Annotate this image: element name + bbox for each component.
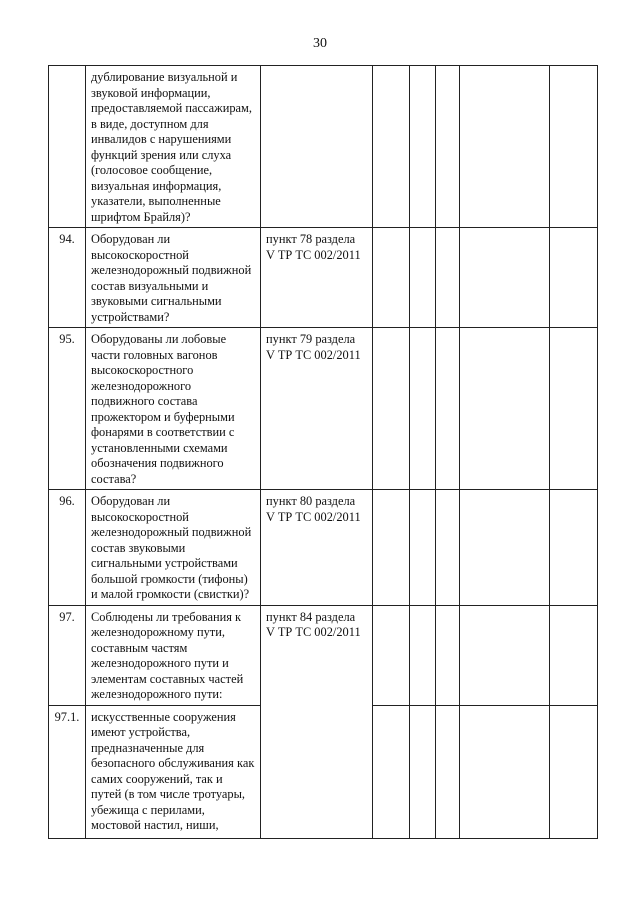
table-row xyxy=(49,228,598,328)
answer-cell xyxy=(410,328,436,490)
row-number xyxy=(49,66,86,228)
answer-cell xyxy=(460,705,550,838)
row-number: 94. xyxy=(49,228,86,328)
answer-cell xyxy=(436,328,460,490)
answer-cell xyxy=(460,605,550,705)
requirement-text: искусственные сооружения имеют устройства, предназначенные для безопасного обслуживания как самих сооружений, так и путей (в том числе тротуары, убежища с перилами, мостовой настил, ниши, xyxy=(86,705,261,838)
answer-cell xyxy=(410,228,436,328)
answer-cell xyxy=(373,605,410,705)
answer-cell xyxy=(436,66,460,228)
answer-cell xyxy=(550,490,598,606)
answer-cell xyxy=(550,66,598,228)
checklist-table xyxy=(48,65,598,839)
requirement-text: дублирование визуальной и звуковой информации, предоставляемой пассажирам, в виде, доступном для инвалидов с нарушениями функций зрения или слуха (голосовое сообщение, визуальная информация, указатели, выполненные шрифтом Брайля)? xyxy=(86,66,261,228)
answer-cell xyxy=(460,328,550,490)
answer-cell xyxy=(373,66,410,228)
table-row xyxy=(49,605,598,705)
regulation-reference xyxy=(261,66,373,228)
answer-cell xyxy=(550,228,598,328)
answer-cell xyxy=(460,66,550,228)
answer-cell xyxy=(436,705,460,838)
requirement-text: Соблюдены ли требования к железнодорожному пути, составным частям железнодорожного пути и элементам составных частей железнодорожного пути: xyxy=(86,605,261,705)
regulation-reference: пункт 78 раздела V ТР ТС 002/2011 xyxy=(261,228,373,328)
table-row xyxy=(49,490,598,606)
answer-cell xyxy=(460,490,550,606)
answer-cell xyxy=(373,490,410,606)
table-row xyxy=(49,328,598,490)
answer-cell xyxy=(410,705,436,838)
table-row xyxy=(49,66,598,228)
row-number: 97.1. xyxy=(49,705,86,838)
regulation-reference: пункт 84 раздела V ТР ТС 002/2011 xyxy=(261,605,373,838)
answer-cell xyxy=(373,228,410,328)
row-number: 97. xyxy=(49,605,86,705)
regulation-reference: пункт 79 раздела V ТР ТС 002/2011 xyxy=(261,328,373,490)
answer-cell xyxy=(436,228,460,328)
answer-cell xyxy=(436,605,460,705)
answer-cell xyxy=(550,328,598,490)
row-number: 95. xyxy=(49,328,86,490)
regulation-reference: пункт 80 раздела V ТР ТС 002/2011 xyxy=(261,490,373,606)
row-number: 96. xyxy=(49,490,86,606)
answer-cell xyxy=(410,66,436,228)
answer-cell xyxy=(410,490,436,606)
page-number: 30 xyxy=(313,36,327,51)
requirement-text: Оборудован ли высокоскоростной железнодорожный подвижной состав визуальными и звуковыми сигнальными устройствами? xyxy=(86,228,261,328)
answer-cell xyxy=(410,605,436,705)
answer-cell xyxy=(436,490,460,606)
requirement-text: Оборудованы ли лобовые части головных вагонов высокоскоростного железнодорожного подвижного состава прожектором и буферными фонарями в соответствии с установленными схемами обозначения подвижного состава? xyxy=(86,328,261,490)
answer-cell xyxy=(550,705,598,838)
answer-cell xyxy=(460,228,550,328)
answer-cell xyxy=(373,705,410,838)
answer-cell xyxy=(550,605,598,705)
requirement-text: Оборудован ли высокоскоростной железнодорожный подвижной состав звуковыми сигнальными устройствами большой громкости (тифоны) и малой громкости (свистки)? xyxy=(86,490,261,606)
answer-cell xyxy=(373,328,410,490)
